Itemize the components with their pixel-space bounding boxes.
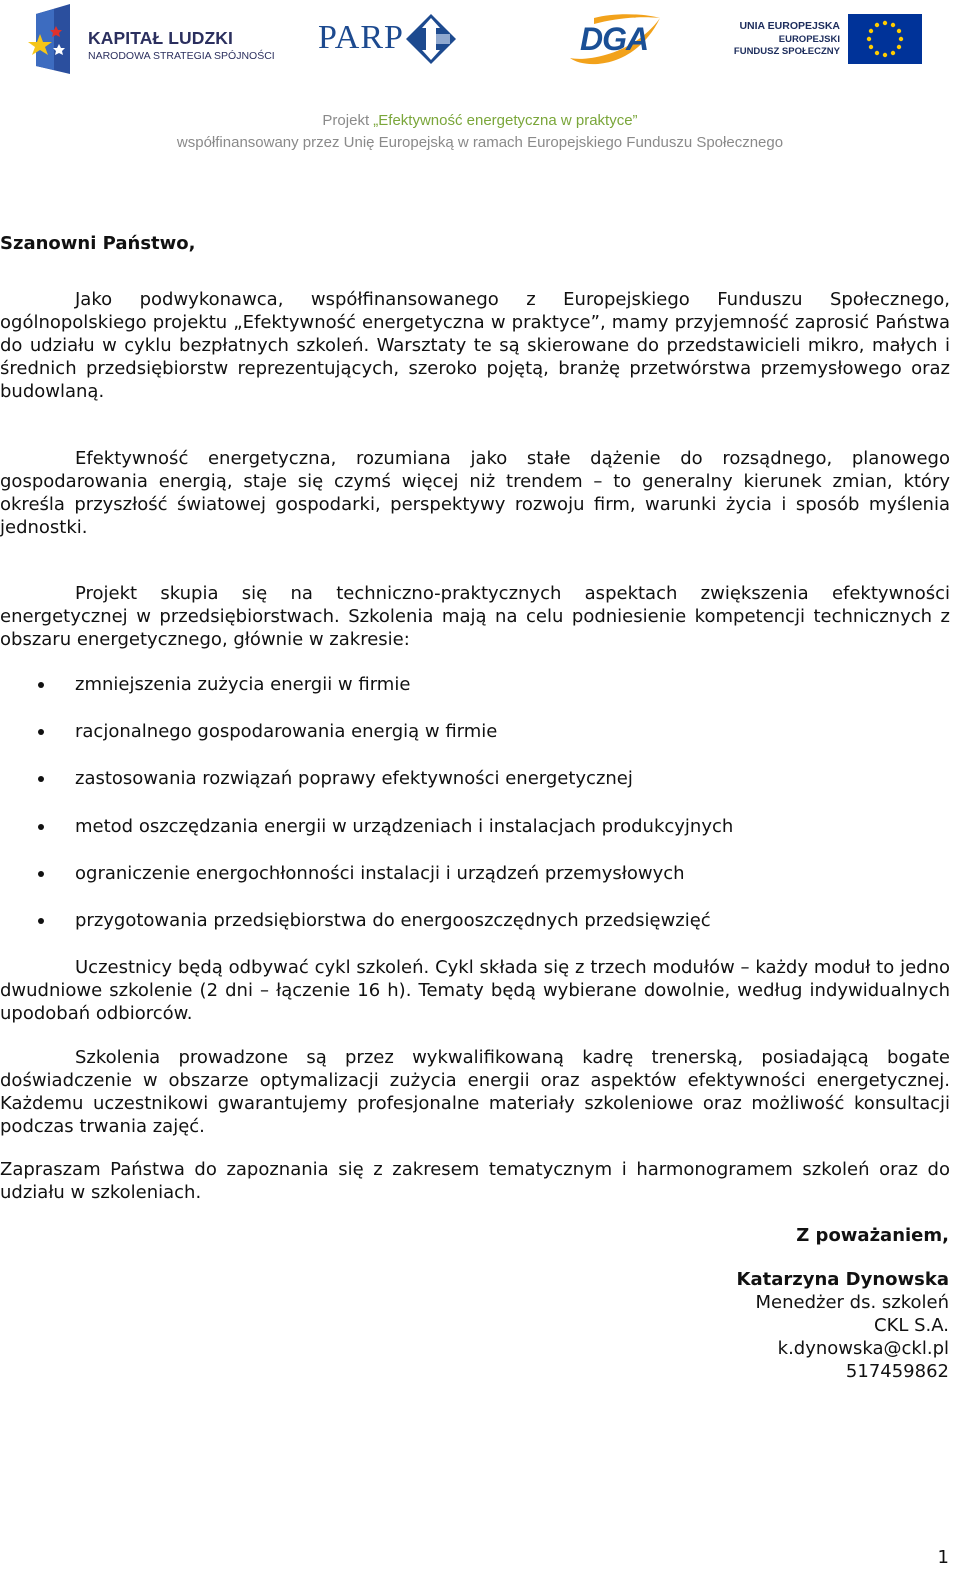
- bullet-icon: [38, 729, 44, 735]
- list-item: [0, 767, 950, 814]
- list-item: [0, 673, 950, 720]
- eu-logo-line1: UNIA EUROPEJSKA: [739, 20, 840, 32]
- list-item-text: metod oszczędzania energii w urządzeniach i instalacjach produkcyjnych: [75, 815, 734, 837]
- list-item: [0, 862, 950, 909]
- eu-logo-line3: FUNDUSZ SPOŁECZNY: [733, 46, 840, 57]
- salutation: Szanowni Państwo,: [0, 233, 196, 254]
- kapital-ludzki-logo: [26, 4, 275, 78]
- bullet-icon: [38, 776, 44, 782]
- paragraph-intro: Jako podwykonawca, współfinansowanego z Europejskiego Funduszu Społecznego, ogólnopolskiego projektu „Efektywność energetyczna w praktyce”, mamy przyjemność zaprosić Państwa do udziału w cyklu bezpłatnych szkoleń. Warsztaty te są skierowane do przedstawicieli mikro, małych i średnich przedsiębiorstw reprezentujących, szeroko pojętą, branżę przetwórstwa przemysłowego oraz budowlaną.: [0, 289, 950, 402]
- paragraph-trainers: Szkolenia prowadzone są przez wykwalifikowaną kadrę trenerską, posiadającą bogate doświadczenie w obszarze optymalizacji zużycia energii oraz aspektów efektywności energetycznej. Każdemu uczestnikowi gwarantujemy profesjonalne materiały szkoleniowe oraz możliwość konsultacji podczas trwania zajęć.: [0, 1047, 950, 1137]
- paragraph-participants: Uczestnicy będą odbywać cykl szkoleń. Cykl składa się z trzech modułów – każdy moduł to jedno dwudniowe szkolenie (2 dni – łączenie 16 h). Tematy będą wybierane dowolnie, według indywidualnych upodobań odbiorców.: [0, 957, 950, 1024]
- project-caption-title: [0, 112, 960, 129]
- signature-role: Menedżer ds. szkoleń: [755, 1292, 949, 1313]
- bullet-icon: [38, 824, 44, 830]
- page-number: 1: [937, 1547, 949, 1568]
- project-caption-funding: współfinansowany przez Unię Europejską w ramach Europejskiego Funduszu Społecznego: [176, 134, 784, 151]
- parp-logo: [316, 12, 458, 66]
- paragraph-invitation: Zapraszam Państwa do zapoznania się z zakresem tematycznym i harmonogramem szkoleń oraz do udziału w szkoleniach.: [0, 1159, 950, 1203]
- list-item-text: ograniczenie energochłonności instalacji i urządzeń przemysłowych: [75, 862, 685, 884]
- dga-logo: [566, 12, 666, 68]
- signature-company: CKL S.A.: [874, 1315, 949, 1336]
- project-caption-prefix: Projekt: [322, 112, 374, 129]
- signature-closing: Z poważaniem,: [796, 1225, 949, 1246]
- paragraph-efficiency: Efektywność energetyczna, rozumiana jako stałe dążenie do rozsądnego, planowego gospodarowania energią, staje się czymś więcej niż trendem – to generalny kierunek zmian, który określa przyszłość światowej gospodarki, perspektywy rozwoju firm, warunki życia i sposób myślenia jednostki.: [0, 448, 950, 538]
- list-item-text: racjonalnego gospodarowania energią w firmie: [75, 721, 498, 743]
- list-item-text: zmniejszenia zużycia energii w firmie: [75, 674, 411, 695]
- topics-list: [0, 673, 950, 956]
- bullet-icon: [38, 871, 44, 877]
- parp-wordmark: PARP: [318, 19, 404, 56]
- project-name: „Efektywność energetyczna w praktyce”: [373, 112, 638, 129]
- kapital-ludzki-subtitle: NARODOWA STRATEGIA SPÓJNOŚCI: [88, 50, 275, 62]
- list-item: [0, 909, 950, 956]
- list-item: [0, 815, 950, 862]
- list-item-text: przygotowania przedsiębiorstwa do energooszczędnych przedsięwzięć: [75, 909, 711, 931]
- parp-arrows-icon: [406, 14, 456, 64]
- dga-wordmark: DGA: [580, 21, 649, 57]
- bullet-icon: [38, 682, 44, 688]
- signature-phone: 517459862: [845, 1361, 949, 1382]
- bullet-icon: [38, 918, 44, 924]
- list-item: [0, 720, 950, 767]
- eu-logo: [733, 12, 922, 66]
- eu-flag-icon: [848, 14, 922, 64]
- signature-email: k.dynowska@ckl.pl: [777, 1338, 949, 1359]
- signature-block: [737, 1224, 949, 1383]
- kapital-ludzki-flag-icon: [26, 4, 78, 76]
- list-item-text: zastosowania rozwiązań poprawy efektywności energetycznej: [75, 768, 633, 790]
- signature-name: Katarzyna Dynowska: [736, 1269, 949, 1290]
- eu-logo-line2: EUROPEJSKI: [778, 34, 840, 45]
- paragraph-project-scope: Projekt skupia się na techniczno-praktycznych aspektach zwiększenia efektywności energetycznej w przedsiębiorstwach. Szkolenia mają na celu podniesienie kompetencji technicznych z obszaru energetycznego, głównie w zakresie:: [0, 583, 950, 650]
- kapital-ludzki-title: KAPITAŁ LUDZKI: [88, 28, 233, 48]
